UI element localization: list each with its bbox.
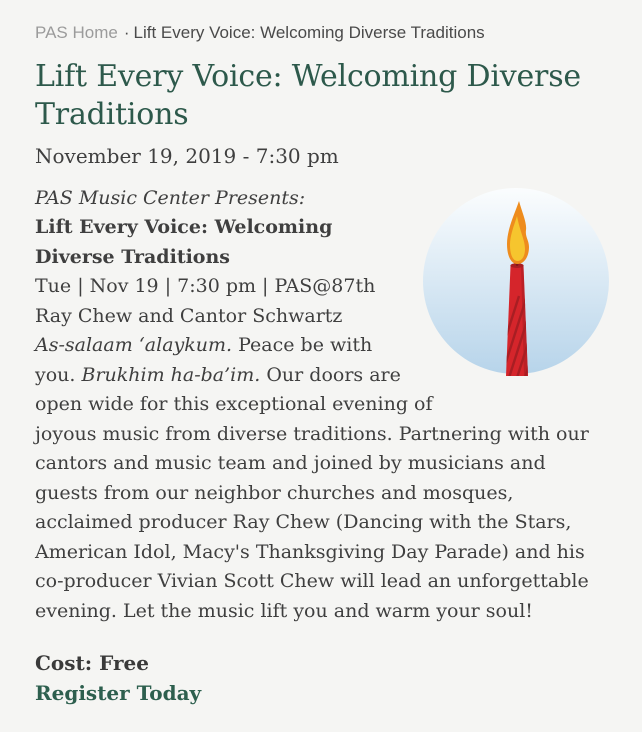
description-segment: Tue | Nov 19 | 7:30 pm | PAS@87th <box>35 275 376 298</box>
breadcrumb <box>35 22 609 44</box>
candle-icon <box>423 188 609 382</box>
register-link[interactable]: Register Today <box>35 681 202 706</box>
description-segment: Ray Chew and Cantor Schwartz <box>35 304 343 327</box>
description-segment: As-salaam ‘alaykum. <box>35 334 233 357</box>
description-segment: PAS Music Center Presents: <box>35 186 306 209</box>
description-segment: Lift Every Voice: Welcoming Diverse Traditions <box>35 216 333 268</box>
description-segment: Brukhim ha-ba’im. <box>81 363 261 386</box>
event-body <box>35 184 609 627</box>
page-title: Lift Every Voice: Welcoming Diverse Traditions <box>35 59 581 132</box>
candle-illustration <box>423 188 609 382</box>
description-segment: Peace be with you. <box>35 334 373 386</box>
cost-block <box>35 648 609 708</box>
cost-label: Cost: Free <box>35 651 149 676</box>
breadcrumb-current-page: Lift Every Voice: Welcoming Diverse Traditions <box>133 23 485 42</box>
breadcrumb-link-home[interactable]: PAS Home <box>35 23 118 42</box>
event-datetime: November 19, 2019 - 7:30 pm <box>35 143 339 168</box>
breadcrumb-separator: · <box>123 23 130 42</box>
description-segment: Our doors are open wide for this exceptional evening of joyous music from diverse traditions. Partnering with our cantors and music team and joined by musicians and guests from our neighbor churches and mosques, acclaimed producer Ray Chew (Dancing with the Stars, American Idol, Macy's Thanksgiving Day Parade) and his co-producer Vivian Scott Chew will lead an unforgettable evening. Let the music lift you and warm your soul! <box>35 363 589 622</box>
